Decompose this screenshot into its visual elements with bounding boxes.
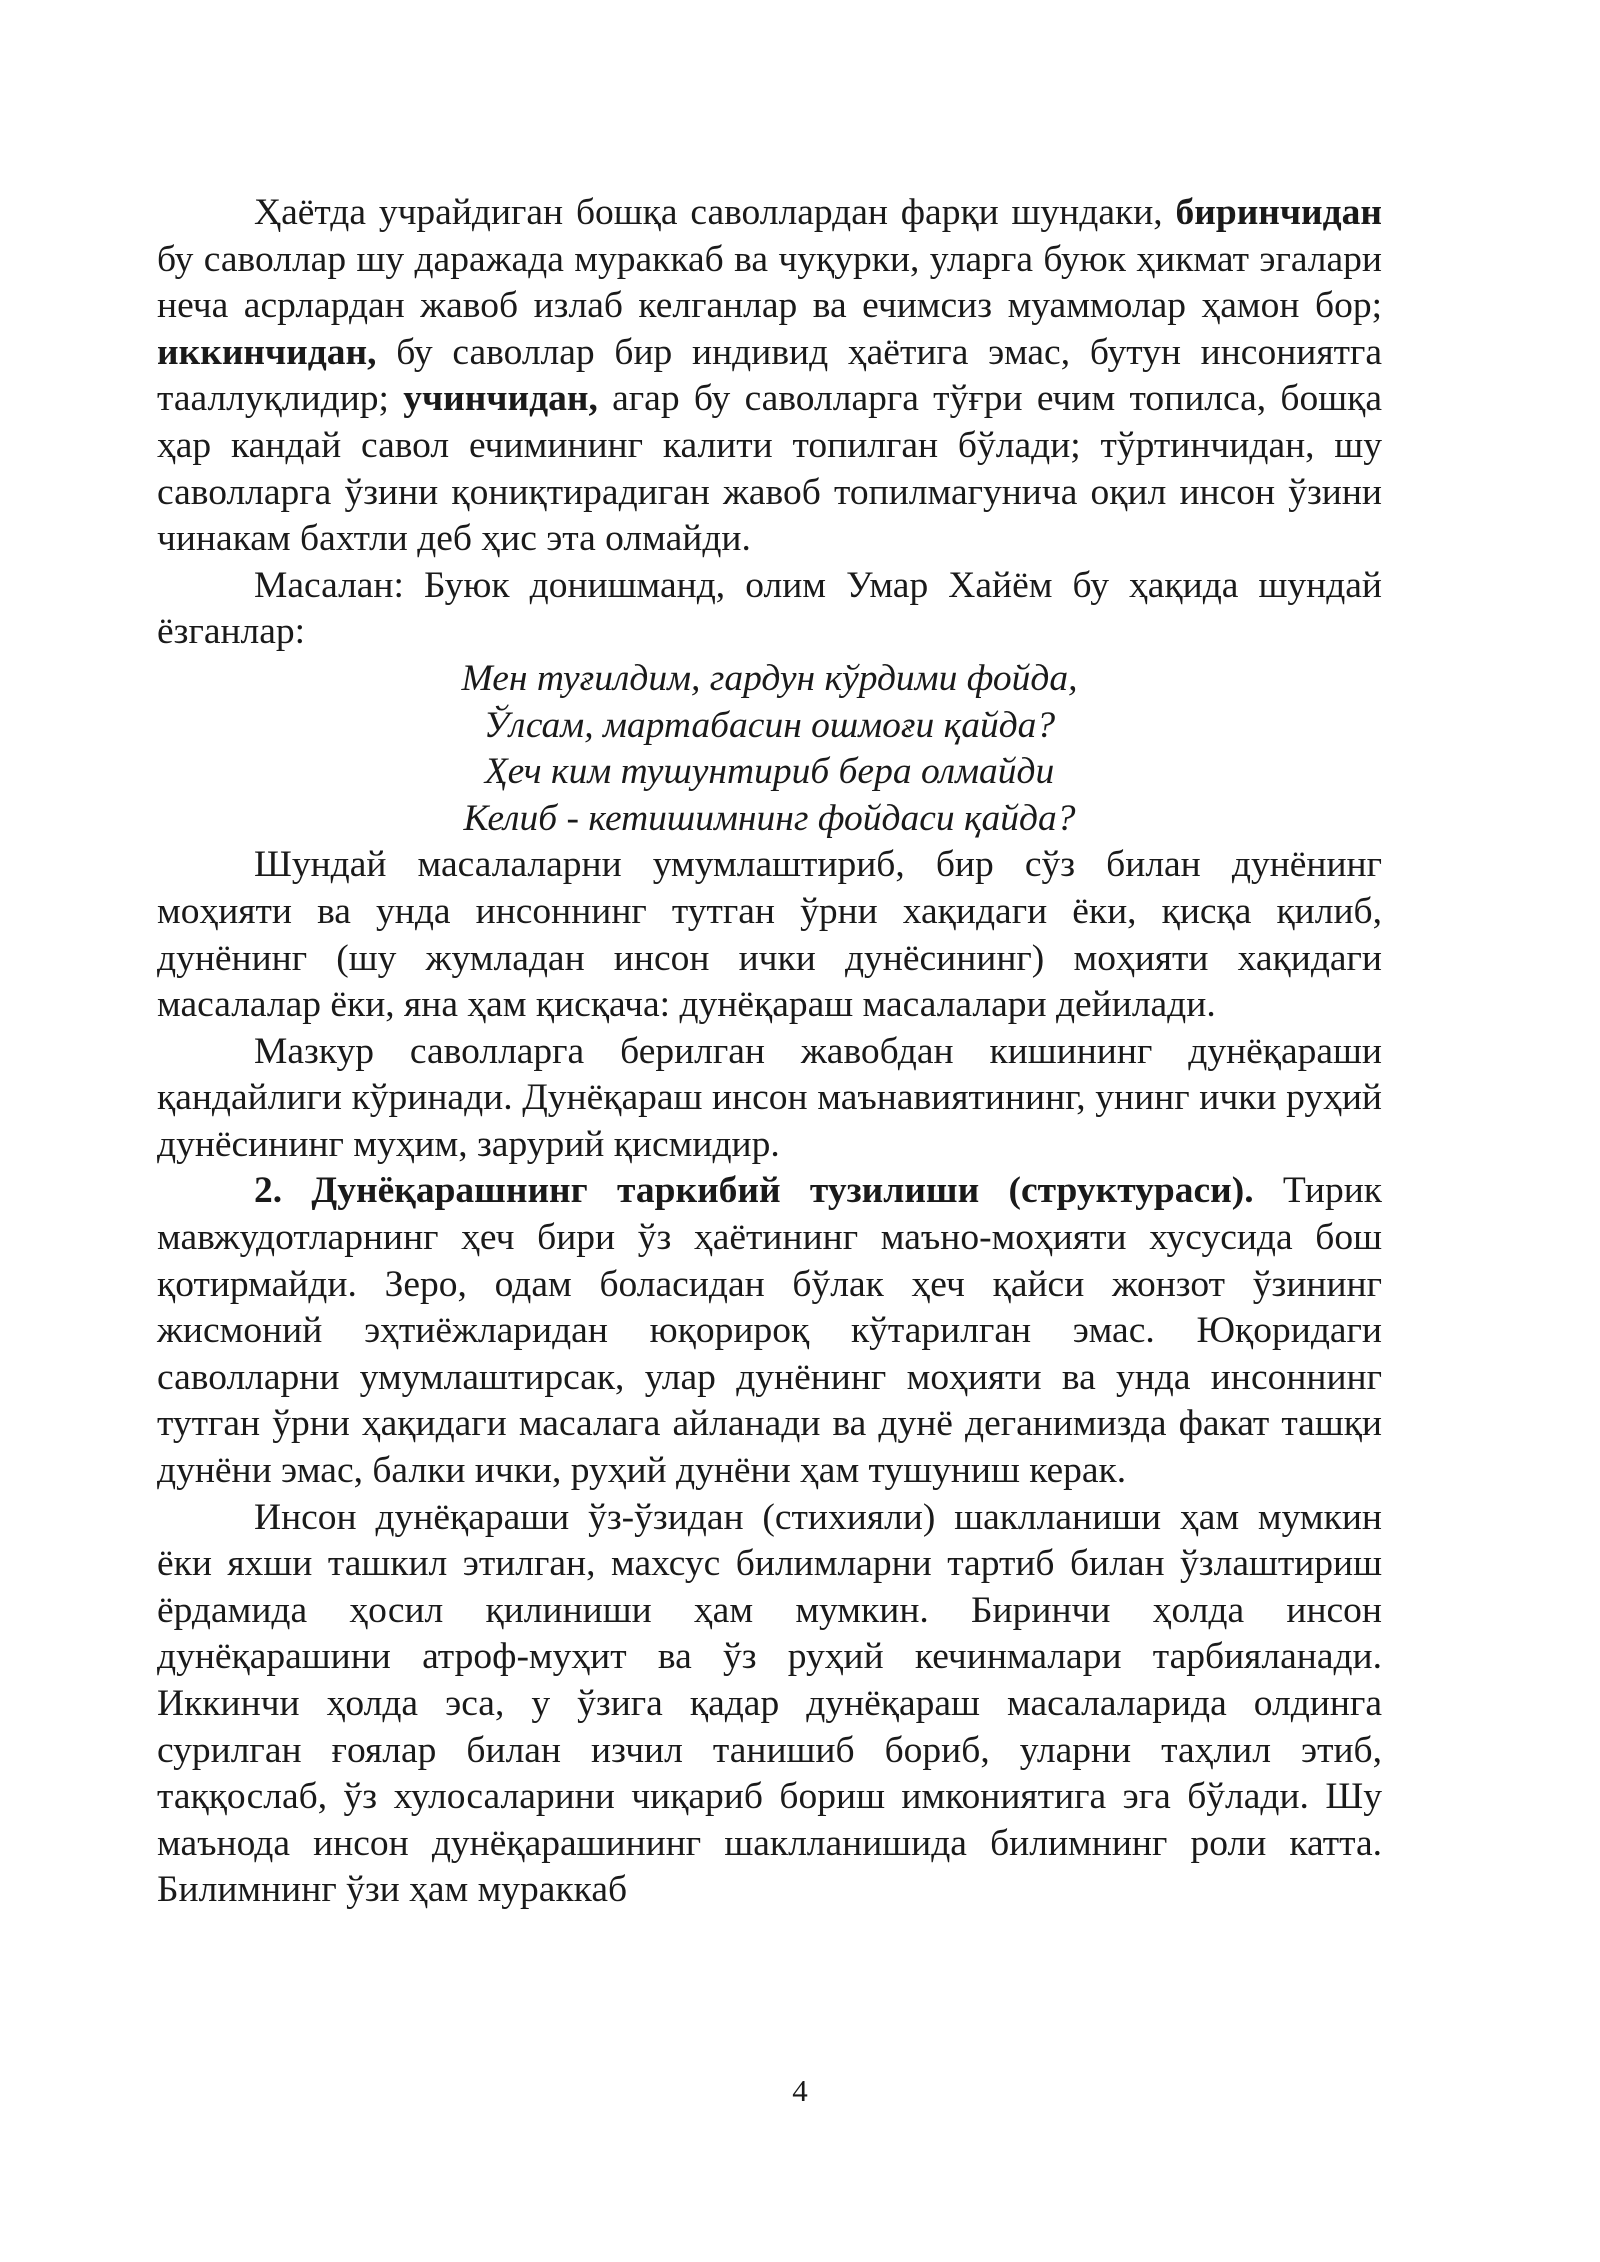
section-heading: 2. Дунёқарашнинг таркибий тузилиши (структураси). xyxy=(254,1170,1254,1212)
poem xyxy=(157,656,1382,842)
paragraph-1-bold-2: иккинчидан, xyxy=(157,331,377,373)
paragraph-1-bold-1: биринчидан xyxy=(1175,192,1382,233)
poem-line: Мен туғилдим, гардун кўрдими фойда, xyxy=(461,657,1078,699)
paragraph-2: Масалан: Буюк донишманд, олим Умар Хайём бу ҳақида шундай ёзганлар: xyxy=(157,564,1382,653)
poem-line: Ўлсам, мартабасин ошмоғи қайда? xyxy=(483,704,1056,746)
document-page xyxy=(157,190,1382,1914)
paragraph-5-text: Тирик мавжудотларнинг ҳеч бири ўз ҳаётининг маъно-моҳияти хусусида бош қотирмайди. Зеро, одам боласидан бўлак ҳеч қайси жонзот ўзининг жисмоний эҳтиёжларидан юқорироқ кўтарилган эмас. Юқоридаги саволларни умумлаштирсак, улар дунёнинг моҳияти ва унда инсоннинг тутган ўрни ҳақидаги масалага айланади ва дунё деганимизда факат ташқи дунёни эмас, балки ички, руҳий дунёни ҳам тушуниш керак. xyxy=(157,1170,1382,1492)
paragraph-3: Шундай масалаларни умумлаштириб, бир сўз билан дунёнинг моҳияти ва унда инсоннинг тутган ўрни хақидаги ёки, қисқа қилиб, дунёнинг (шу жумладан инсон ички дунёсининг) моҳияти хақидаги масалалар ёки, яна ҳам қисқача: дунёқараш масалалари дейилади. xyxy=(157,844,1382,1026)
paragraph-1-text-c: бу саволлар шу даражада мураккаб ва чуқурки, уларга буюк ҳикмат эгалари неча асрлардан жавоб излаб келганлар ва ечимсиз муаммолар ҳамон бор; xyxy=(157,238,1382,327)
paragraph-5 xyxy=(157,1168,1382,1494)
paragraph-1-text-d: бу саволлар бир индивид ҳаётига эмас, бутун инсониятга тааллуқлидир; xyxy=(157,331,1382,420)
paragraph-1 xyxy=(157,190,1382,563)
paragraph-1-text-a: Ҳаётда учрайдиган бошқа саволлардан фарқи шундаки, xyxy=(254,192,1176,233)
paragraph-1-bold-3: учинчидан, xyxy=(403,378,598,420)
paragraph-6: Инсон дунёқараши ўз-ўзидан (стихияли) шаклланиши ҳам мумкин ёки яхши ташкил этилган, махсус билимларни тартиб билан ўзлаштириш ёрдамида ҳосил қилиниши ҳам мумкин. Биринчи ҳолда инсон дунёқарашини атроф-муҳит ва ўз руҳий кечинмалари тарбияланади. Иккинчи ҳолда эса, у ўзига қадар дунёқараш масалаларида олдинга сурилган ғоялар билан изчил танишиб бориб, уларни таҳлил этиб, таққослаб, ўз хулосаларини чиқариб бориш имкониятига эга бўлади. Шу маънода инсон дунёқарашининг шаклланишида билимнинг роли катта. Билимнинг ўзи ҳам мураккаб xyxy=(157,1496,1382,1911)
paragraph-4: Мазкур саволларга берилган жавобдан кишининг дунёқараши қандайлиги кўринади. Дунёқараш инсон маънавиятининг, унинг ички руҳий дунёсининг муҳим, зарурий қисмидир. xyxy=(157,1030,1382,1165)
paragraph-1-text-e: агар бу саволларга тўғри ечим топилса, бошқа ҳар кандай савол ечимининг калити топилган бўлади; тўртинчидан, шу саволларга ўзини қониқтирадиган жавоб топилмагунича оқил инсон ўзини чинакам бахтли деб ҳис эта олмайди. xyxy=(157,378,1382,560)
poem-line: Ҳеч ким тушунтириб бера олмайди xyxy=(484,751,1055,793)
poem-line: Келиб - кетишимнинг фойдаси қайда? xyxy=(463,797,1076,839)
page-number: 4 xyxy=(792,2073,808,2108)
